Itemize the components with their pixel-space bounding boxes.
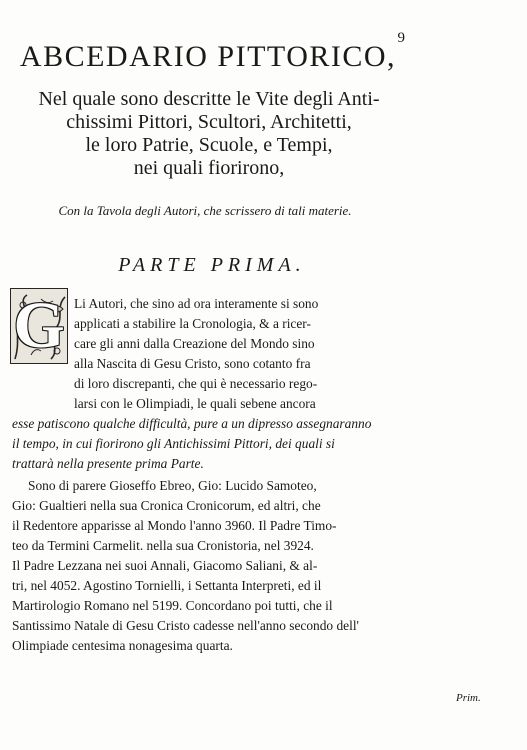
text-line: applicati a stabilire la Cronologia, & a ricer- [74,316,311,331]
tavola-line: Con la Tavola degli Autori, che scrissero di tali materie. [58,203,352,218]
catchword: Prim. [456,692,481,704]
text-line: il tempo, in cui fiorirono gli Antichissimi Pittori, dei quali si [12,436,335,451]
text-line: tri, nel 4052. Agostino Tornielli, i Settanta Interpreti, ed il [12,578,322,593]
text-line: Sono di parere Gioseffo Ebreo, Gio: Lucido Samoteo, [28,478,317,493]
section-heading: PARTE PRIMA. [118,254,306,276]
text-line: teo da Termini Carmelit. nella sua Cronistoria, nel 3924. [12,538,314,553]
text-line: larsi con le Olimpiadi, le quali sebene ancora [74,396,316,411]
subtitle-line: chissimi Pittori, Scultori, Architetti, [66,111,352,133]
subtitle [12,88,406,180]
text-line: trattarà nella presente prima Parte. [12,456,204,471]
text-line: di loro discrepanti, che qui è necessario rego- [74,376,318,391]
ornamental-initial [10,288,68,364]
subtitle-line: le loro Patrie, Scuole, e Tempi, [85,134,333,156]
text-line: Il Padre Lezzana nei suoi Annali, Giacomo Saliani, & al- [12,558,318,573]
text-line: esse patiscono qualche difficultà, pure a un dipresso assegnaranno [12,416,372,431]
text-line: Santissimo Natale di Gesu Cristo cadesse nell'anno secondo dell' [12,618,359,633]
text-line: alla Nascita di Gesu Cristo, sono cotanto fra [74,356,311,371]
text-line: Gio: Gualtieri nella sua Cronica Cronicorum, ed altri, che [12,498,321,513]
text-line: Martirologio Romano nel 5199. Concordano poi tutti, che il [12,598,333,613]
text-line: Olimpiade centesima nonagesima quarta. [12,638,233,653]
text-line: Li Autori, che sino ad ora interamente si sono [74,296,319,311]
dropcap-letter: G [13,289,65,362]
page-title: ABCEDARIO PITTORICO, [19,40,397,73]
text-line: il Redentore apparisse al Mondo l'anno 3960. Il Padre Timo- [12,518,337,533]
subtitle-line: nei quali fiorirono, [133,157,285,179]
page-number: 9 [397,30,405,46]
text-line: care gli anni dalla Creazione del Mondo sino [74,336,315,351]
subtitle-line: Nel quale sono descritte le Vite degli Anti- [38,88,380,110]
